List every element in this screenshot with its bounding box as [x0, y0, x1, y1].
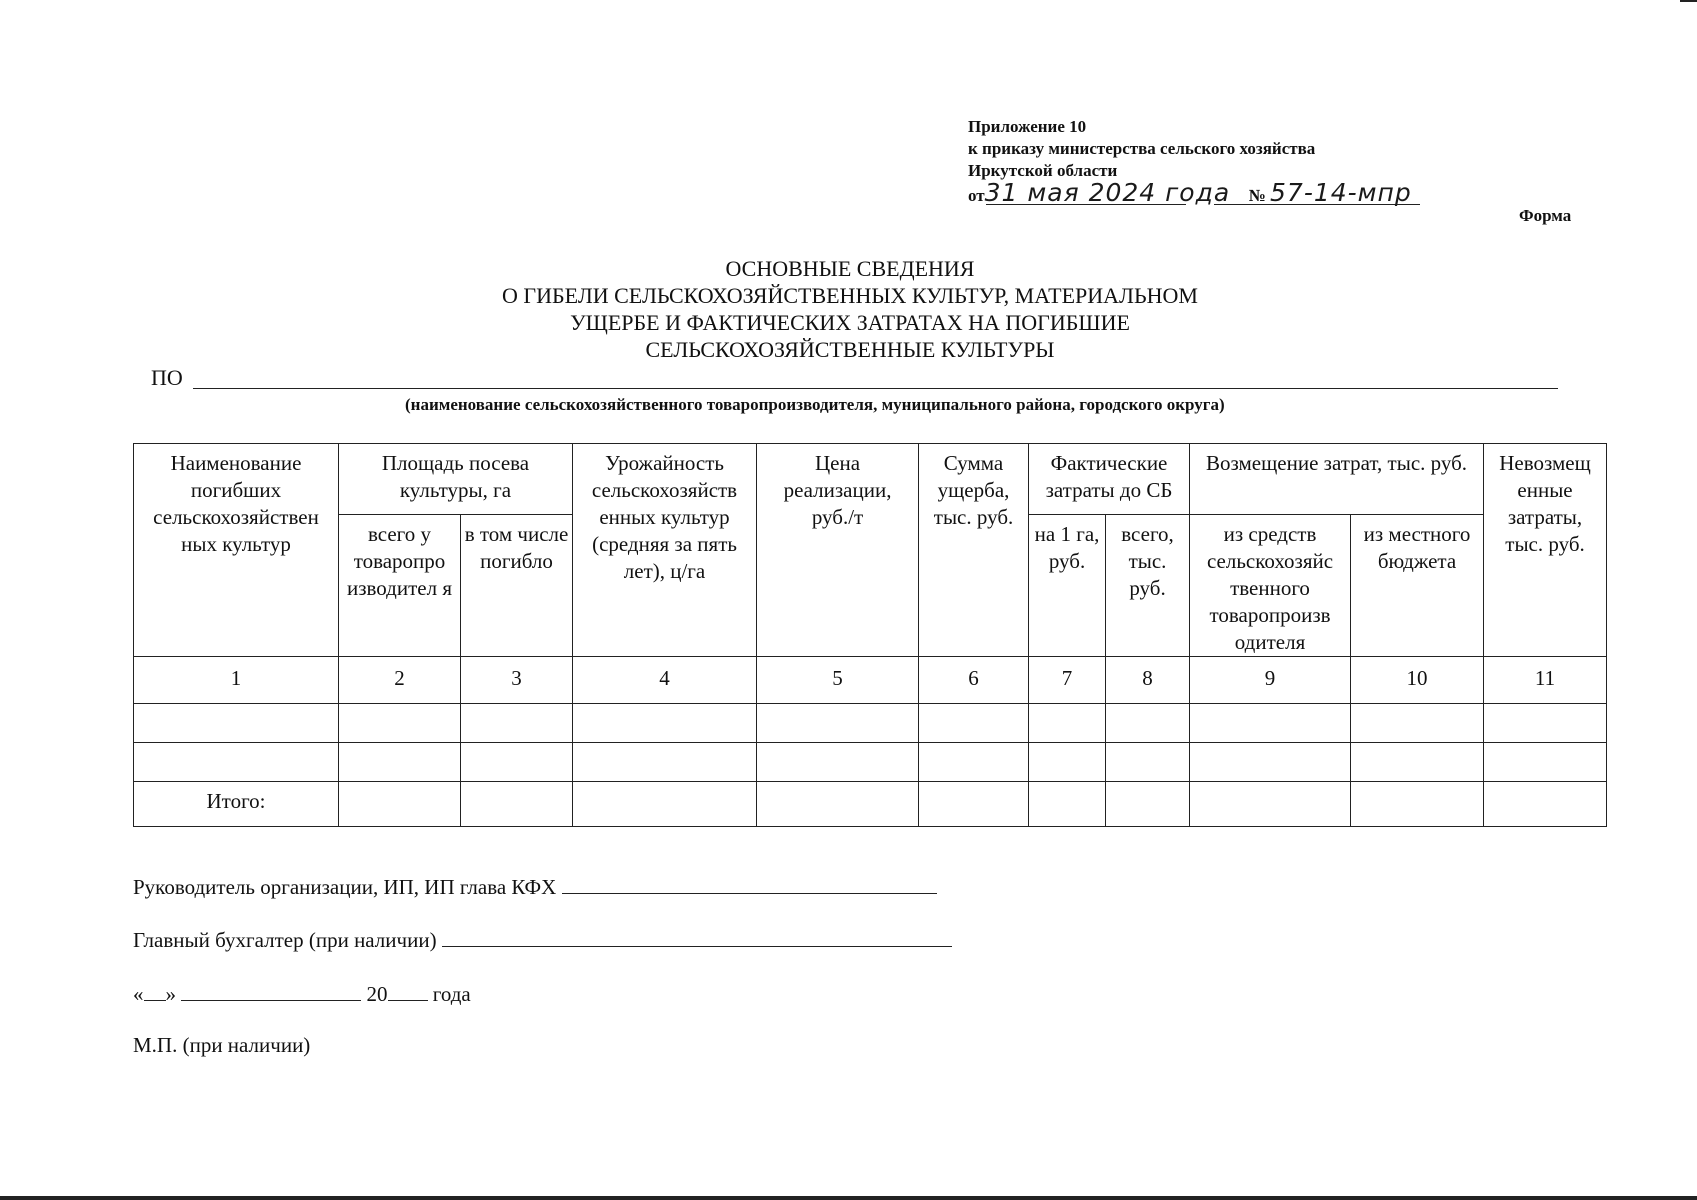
table-cell[interactable]	[134, 743, 339, 782]
column-number: 5	[757, 657, 919, 704]
table-cell[interactable]	[1190, 743, 1351, 782]
column-number: 6	[919, 657, 1029, 704]
title-line-3: УЩЕРБЕ И ФАКТИЧЕСКИХ ЗАТРАТАХ НА ПОГИБШИЕ	[570, 310, 1130, 335]
stamp-line: М.П. (при наличии)	[133, 1033, 311, 1057]
column-number: 9	[1190, 657, 1351, 704]
head-signature-field[interactable]	[562, 873, 937, 894]
table-cell[interactable]	[1484, 743, 1607, 782]
table-cell[interactable]	[573, 704, 757, 743]
table-cell[interactable]	[1190, 782, 1351, 827]
table-cell[interactable]	[757, 704, 919, 743]
year-field[interactable]	[388, 980, 428, 1001]
number-label: №	[1248, 186, 1266, 205]
table-cell[interactable]	[1106, 704, 1190, 743]
title-line-4: СЕЛЬСКОХОЗЯЙСТВЕННЫЕ КУЛЬТУРЫ	[645, 337, 1055, 362]
column-number: 7	[1029, 657, 1106, 704]
table-cell[interactable]	[1029, 782, 1106, 827]
header-unreimbursed: Невозмещ енные затраты, тыс. руб.	[1484, 444, 1607, 657]
losses-table	[133, 443, 1607, 827]
table-cell[interactable]	[1106, 782, 1190, 827]
table-cell[interactable]	[757, 743, 919, 782]
header-price: Цена реализации, руб./т	[757, 444, 919, 657]
accountant-signature-line	[133, 926, 952, 953]
table-cell[interactable]	[339, 704, 461, 743]
column-number: 11	[1484, 657, 1607, 704]
table-cell[interactable]	[1351, 704, 1484, 743]
appendix-title: Приложение 10	[968, 117, 1087, 136]
table-cell[interactable]	[1190, 704, 1351, 743]
from-label: от	[968, 186, 985, 205]
table-cell[interactable]	[919, 743, 1029, 782]
header-reimb-local: из местного бюджета	[1351, 515, 1484, 657]
handwritten-order-number: 57-14-мпр	[1270, 178, 1412, 207]
column-number: 2	[339, 657, 461, 704]
title-line-1: ОСНОВНЫЕ СВЕДЕНИЯ	[725, 256, 975, 281]
table-cell[interactable]	[461, 782, 573, 827]
document-title	[400, 255, 1300, 363]
title-line-2: О ГИБЕЛИ СЕЛЬСКОХОЗЯЙСТВЕННЫХ КУЛЬТУР, МАТЕРИАЛЬНОМ	[502, 283, 1198, 308]
table-cell[interactable]	[339, 743, 461, 782]
header-damage: Сумма ущерба, тыс. руб.	[919, 444, 1029, 657]
po-fill-line[interactable]	[193, 388, 1558, 389]
table-cell[interactable]	[1029, 704, 1106, 743]
table-cell[interactable]	[573, 782, 757, 827]
header-reimbursement: Возмещение затрат, тыс. руб.	[1190, 444, 1484, 515]
total-row	[134, 782, 1607, 827]
header-costs-per-ha: на 1 га, руб.	[1029, 515, 1106, 657]
table-cell[interactable]	[461, 704, 573, 743]
date-underline	[986, 204, 1186, 205]
table-cell[interactable]	[1351, 743, 1484, 782]
header-reimb-producer: из средств сельскохозяйс твенного товаропроизв одителя	[1190, 515, 1351, 657]
year-suffix: года	[432, 982, 471, 1006]
header-crop-name: Наименование погибших сельскохозяйствен ных культур	[134, 444, 339, 657]
table-cell[interactable]	[1351, 782, 1484, 827]
order-date-number-line	[968, 178, 1412, 208]
column-number: 1	[134, 657, 339, 704]
number-underline	[1214, 204, 1420, 205]
accountant-signature-field[interactable]	[442, 926, 952, 947]
total-label: Итого:	[134, 782, 339, 827]
appendix-block	[968, 116, 1412, 208]
header-row-1	[134, 444, 1607, 515]
day-field[interactable]	[144, 980, 166, 1001]
table-cell[interactable]	[573, 743, 757, 782]
table-row	[134, 743, 1607, 782]
appendix-region: Иркутской области	[968, 161, 1118, 180]
year-prefix: 20	[366, 982, 388, 1006]
table-cell[interactable]	[919, 782, 1029, 827]
head-label: Руководитель организации, ИП, ИП глава КФХ	[133, 875, 557, 899]
po-caption: (наименование сельскохозяйственного товаропроизводителя, муниципального района, городского округа)	[405, 395, 1225, 414]
table-cell[interactable]	[1484, 782, 1607, 827]
table-cell[interactable]	[757, 782, 919, 827]
table-cell[interactable]	[461, 743, 573, 782]
header-yield: Урожайность сельскохозяйств енных культур (средняя за пять лет), ц/га	[573, 444, 757, 657]
column-numbers-row	[134, 657, 1607, 704]
header-costs-total: всего, тыс. руб.	[1106, 515, 1190, 657]
po-label: ПО	[151, 365, 183, 390]
header-sown-area: Площадь посева культуры, га	[339, 444, 573, 515]
table-row	[134, 704, 1607, 743]
scan-edge-top	[1680, 0, 1697, 2]
handwritten-date: 31 мая 2024 года	[984, 178, 1231, 207]
column-number: 3	[461, 657, 573, 704]
column-number: 4	[573, 657, 757, 704]
head-signature-line	[133, 873, 937, 900]
table-cell[interactable]	[1029, 743, 1106, 782]
date-quote-close: »	[165, 982, 176, 1006]
date-quote-open: «	[133, 982, 144, 1006]
scan-edge-bottom	[0, 1196, 1697, 1200]
column-number: 10	[1351, 657, 1484, 704]
header-area-lost: в том числе погибло	[461, 515, 573, 657]
column-number: 8	[1106, 657, 1190, 704]
header-actual-costs: Фактические затраты до СБ	[1029, 444, 1190, 515]
table-cell[interactable]	[134, 704, 339, 743]
table-cell[interactable]	[919, 704, 1029, 743]
table-cell[interactable]	[339, 782, 461, 827]
table-cell[interactable]	[1484, 704, 1607, 743]
form-label: Форма	[1519, 206, 1572, 225]
month-field[interactable]	[181, 980, 361, 1001]
date-line	[133, 980, 471, 1007]
header-area-total: всего у товаропро изводител я	[339, 515, 461, 657]
table-cell[interactable]	[1106, 743, 1190, 782]
appendix-order-ref: к приказу министерства сельского хозяйства	[968, 139, 1316, 158]
accountant-label: Главный бухгалтер (при наличии)	[133, 928, 437, 952]
